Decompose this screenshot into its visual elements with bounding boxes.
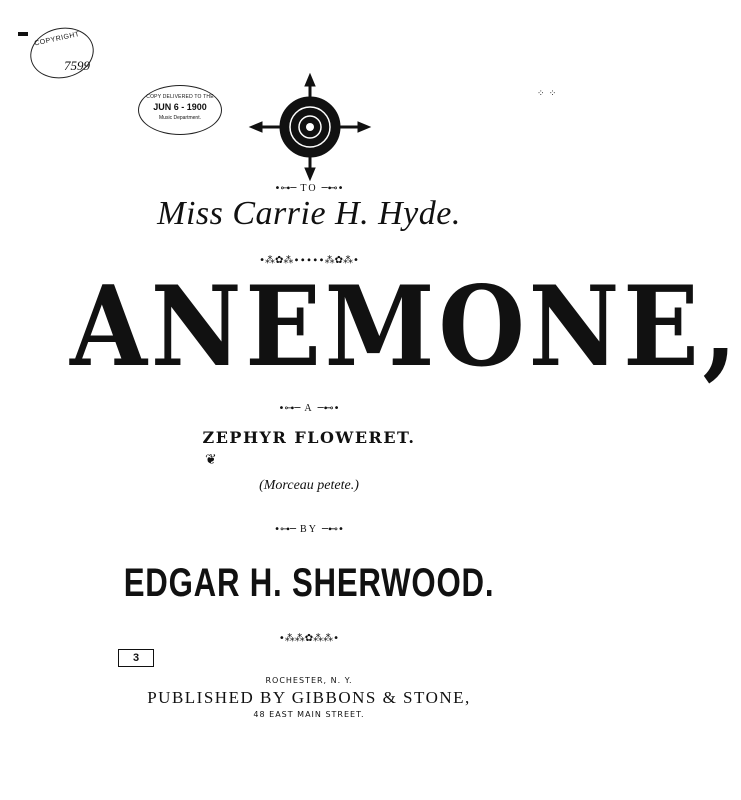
publisher-address: 48 EAST MAIN STREET. xyxy=(253,710,365,719)
by-line xyxy=(0,519,618,537)
subtitle: ZEPHYR FLOWERET. xyxy=(202,428,416,447)
to-line xyxy=(0,178,618,196)
delivered-stamp-dept: Music Department. xyxy=(159,115,201,121)
leaf-ornament-icon: •⊶─ xyxy=(274,183,297,194)
divider-ornament-icon: •⁂✿⁂∙∙∙∙∙⁂✿⁂• xyxy=(259,255,359,266)
publisher-name: PUBLISHED BY GIBBONS & STONE, xyxy=(147,688,471,707)
delivered-stamp xyxy=(138,85,222,135)
leaf-ornament-icon: ─⊷• xyxy=(321,524,344,535)
main-title: ANEMONE, xyxy=(70,262,741,392)
corner-mark xyxy=(18,32,28,36)
compass-ornament-icon xyxy=(250,72,370,182)
a-line xyxy=(0,398,618,416)
to-label: TO xyxy=(300,183,318,194)
publisher-city: ROCHESTER, N. Y. xyxy=(265,676,353,685)
divider-ornament-icon: •⁂⁂✿⁂⁂• xyxy=(278,633,340,644)
composer-name: EDGAR H. SHERWOOD. xyxy=(123,561,495,605)
by-label: BY xyxy=(300,524,318,535)
delivered-stamp-line1: COPY DELIVERED TO THE xyxy=(146,94,214,100)
plate-number: 3 xyxy=(118,649,154,667)
morceau-text: (Morceau petete.) xyxy=(259,478,359,493)
dedication: Miss Carrie H. Hyde. xyxy=(157,195,461,232)
copyright-stamp-label: COPYRIGHT xyxy=(33,31,81,48)
leaf-ornament-icon: •⊶─ xyxy=(278,403,301,414)
flourish-ornament-icon: ❦ xyxy=(205,452,217,468)
copyright-stamp xyxy=(26,22,99,84)
copyright-number: 7599 xyxy=(64,58,90,73)
leaf-ornament-icon: ─⊷• xyxy=(321,183,344,194)
leaf-ornament-icon: •⊶─ xyxy=(274,524,297,535)
a-label: A xyxy=(304,403,314,414)
leaf-ornament-icon: ─⊷• xyxy=(317,403,340,414)
dots-mark: ⁘ ⁘ xyxy=(537,88,558,98)
delivered-stamp-date: JUN 6 - 1900 xyxy=(153,102,207,112)
